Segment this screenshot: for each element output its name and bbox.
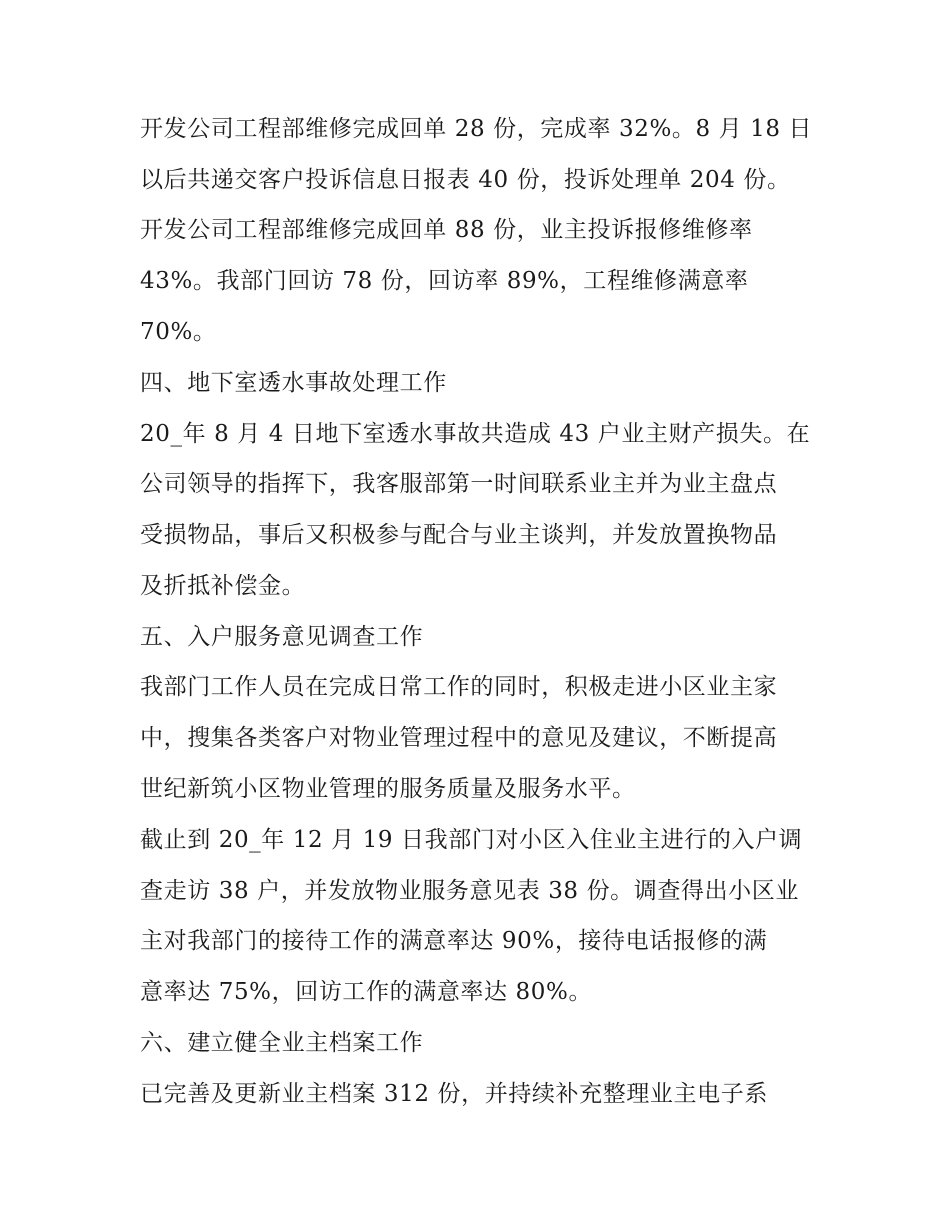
text-line: 开发公司工程部维修完成回单 88 份，业主投诉报修维修率: [140, 217, 753, 243]
text-line: 截止到 20_年 12 月 19 日我部门对小区入住业主进行的入户调: [140, 827, 803, 853]
text-line: 20_年 8 月 4 日地下室透水事故共造成 43 户业主财产损失。在: [140, 421, 811, 447]
text-line: 主对我部门的接待工作的满意率达 90%，接待电话报修的满: [140, 928, 768, 954]
section-heading-4: 四、地下室透水事故处理工作: [140, 370, 447, 396]
text-line: 我部门工作人员在完成日常工作的同时，积极走进小区业主家: [140, 674, 778, 700]
text-line: 查走访 38 户，并发放物业服务意见表 38 份。调查得出小区业: [140, 878, 799, 904]
section-heading-6: 六、建立健全业主档案工作: [140, 1030, 424, 1056]
text-line: 70%。: [140, 319, 217, 345]
section-heading-5: 五、入户服务意见调查工作: [140, 624, 424, 650]
text-line: 意率达 75%，回访工作的满意率达 80%。: [140, 979, 593, 1005]
text-line: 以后共递交客户投诉信息日报表 40 份，投诉处理单 204 份。: [140, 167, 791, 193]
text-line: 及折抵补偿金。: [140, 573, 306, 599]
text-line: 世纪新筑小区物业管理的服务质量及服务水平。: [140, 776, 636, 802]
text-line: 受损物品，事后又积极参与配合与业主谈判，并发放置换物品: [140, 522, 778, 548]
text-line: 43%。我部门回访 78 份，回访率 89%，工程维修满意率: [140, 268, 749, 294]
text-line: 开发公司工程部维修完成回单 28 份，完成率 32%。8 月 18 日: [140, 116, 813, 142]
text-line: 公司领导的指挥下，我客服部第一时间联系业主并为业主盘点: [140, 471, 778, 497]
text-line: 中，搜集各类客户对物业管理过程中的意见及建议，不断提高: [140, 725, 778, 751]
text-line: 已完善及更新业主档案 312 份，并持续补充整理业主电子系: [140, 1081, 768, 1107]
